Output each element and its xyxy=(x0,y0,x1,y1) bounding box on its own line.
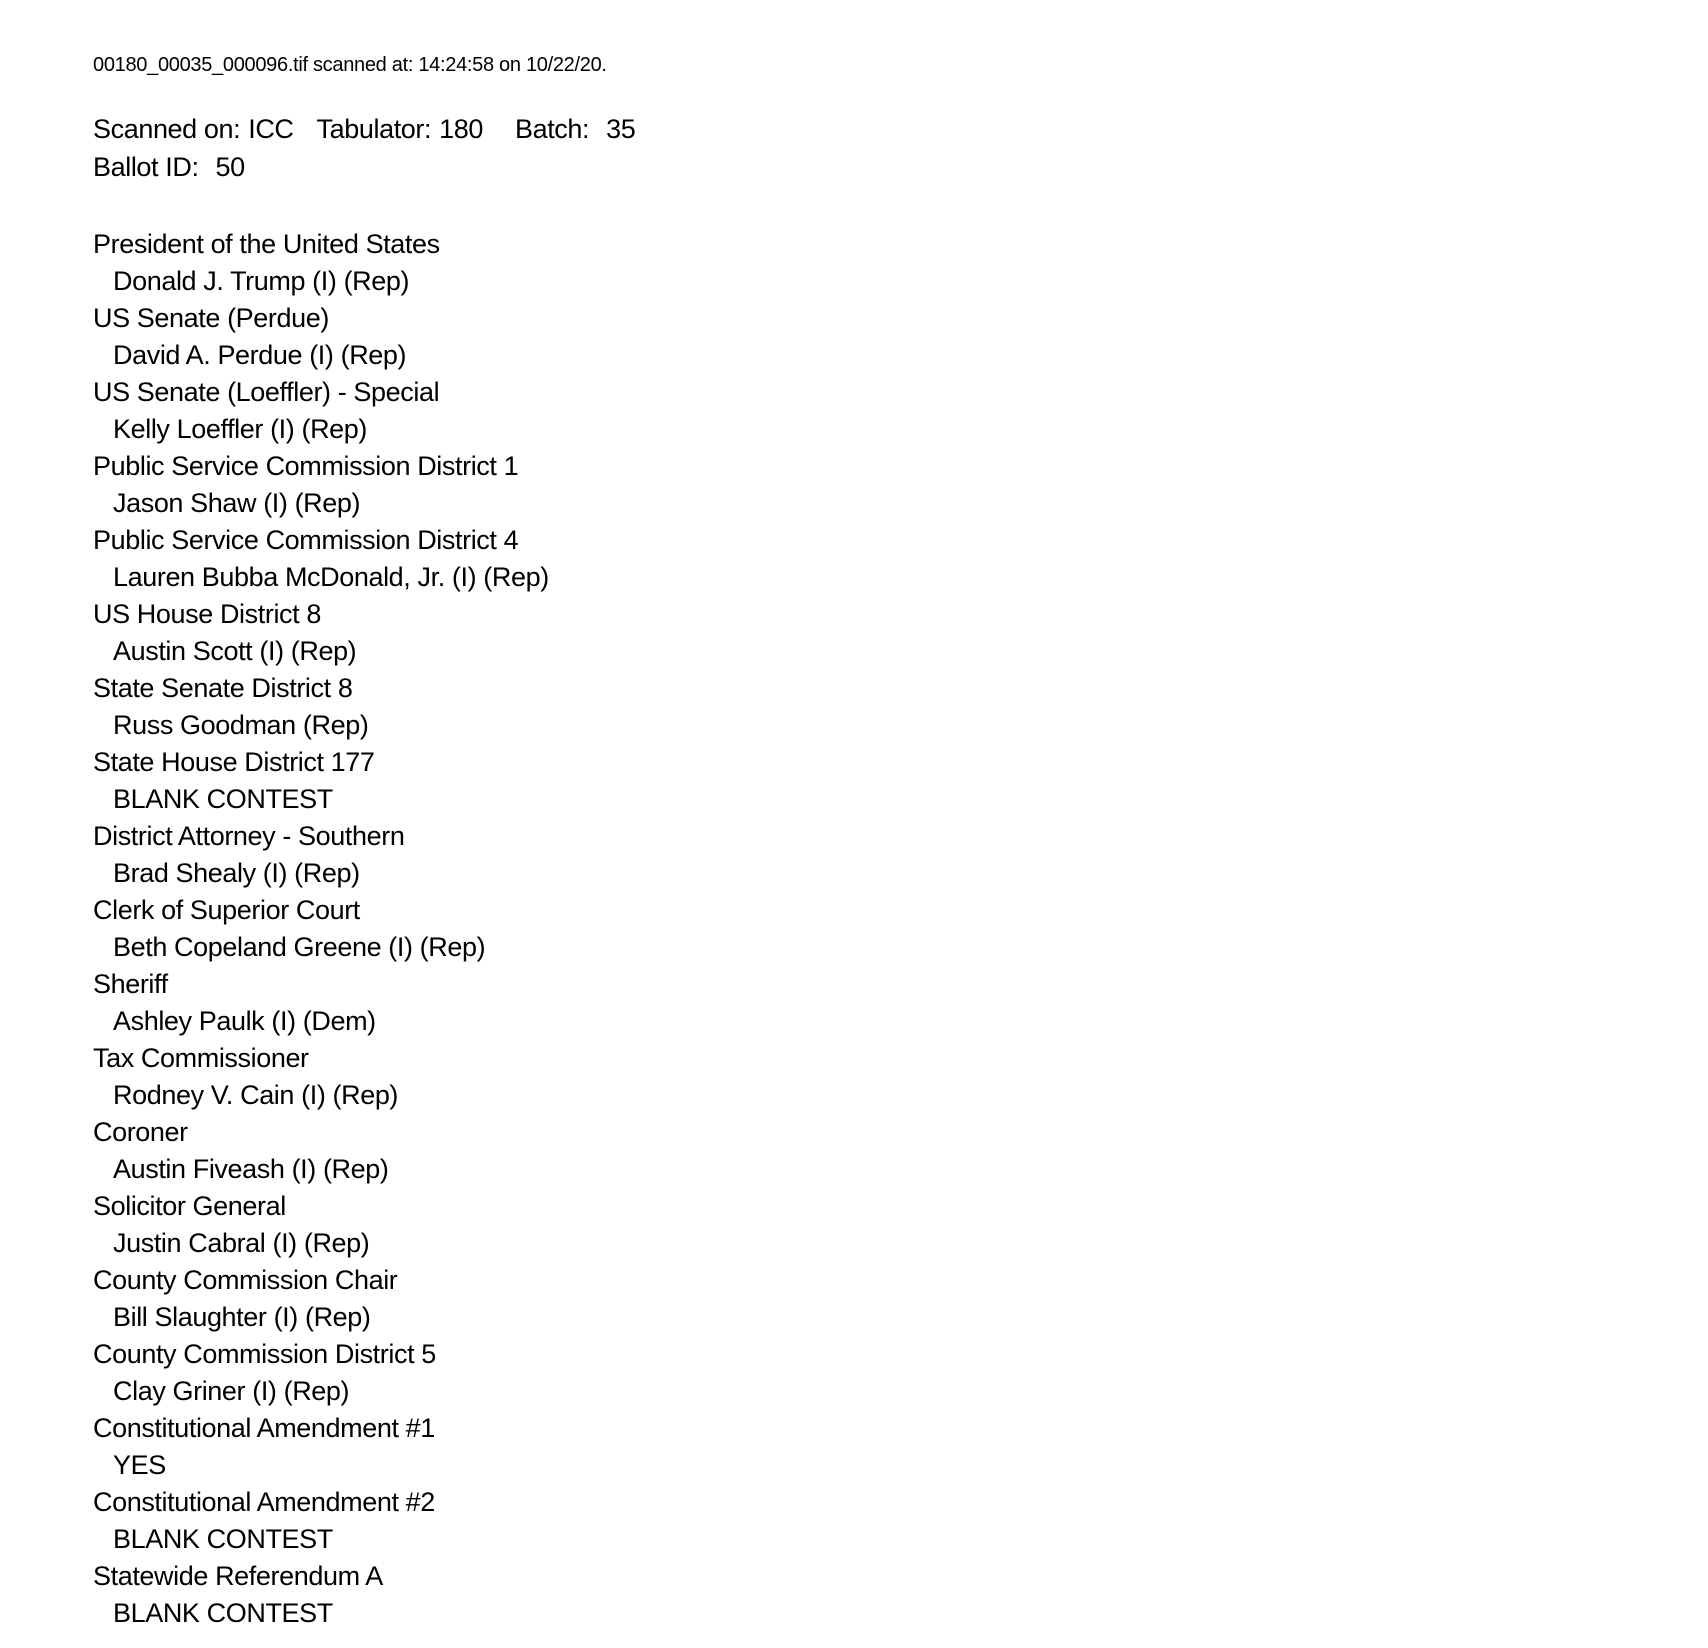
contest-title: Clerk of Superior Court xyxy=(93,895,360,925)
contest-selection: Jason Shaw (I) (Rep) xyxy=(113,488,361,518)
batch-value: 35 xyxy=(606,114,636,144)
contest-title: Public Service Commission District 4 xyxy=(93,525,519,555)
contest-title: State Senate District 8 xyxy=(93,673,353,703)
ballot-id-line xyxy=(93,148,1668,186)
contest-selection: Kelly Loeffler (I) (Rep) xyxy=(113,414,367,444)
contest-title: President of the United States xyxy=(93,229,440,259)
contest-list xyxy=(93,226,1668,1632)
contest-row xyxy=(93,670,1668,744)
contest-row xyxy=(93,522,1668,596)
contest-title: Sheriff xyxy=(93,969,168,999)
contest-title: Constitutional Amendment #2 xyxy=(93,1487,435,1517)
contest-selection: Ashley Paulk (I) (Dem) xyxy=(113,1006,376,1036)
contest-row xyxy=(93,818,1668,892)
contest-row xyxy=(93,892,1668,966)
contest-title: District Attorney - Southern xyxy=(93,821,405,851)
contest-row xyxy=(93,1262,1668,1336)
contest-selection: BLANK CONTEST xyxy=(113,784,333,814)
scan-meta-block xyxy=(93,110,1668,186)
contest-title: County Commission District 5 xyxy=(93,1339,436,1369)
contest-selection: Austin Scott (I) (Rep) xyxy=(113,636,357,666)
contest-title: Coroner xyxy=(93,1117,188,1147)
tabulator-value: 180 xyxy=(439,114,483,144)
scanned-on-value: ICC xyxy=(248,114,294,144)
contest-title: Constitutional Amendment #1 xyxy=(93,1413,435,1443)
scanner-info-line xyxy=(93,110,1668,148)
contest-title: US House District 8 xyxy=(93,599,321,629)
contest-title: Solicitor General xyxy=(93,1191,286,1221)
contest-title: State House District 177 xyxy=(93,747,375,777)
contest-selection: Justin Cabral (I) (Rep) xyxy=(113,1228,370,1258)
contest-selection: David A. Perdue (I) (Rep) xyxy=(113,340,407,370)
contest-title: Statewide Referendum A xyxy=(93,1561,383,1591)
contest-row xyxy=(93,374,1668,448)
contest-title: Tax Commissioner xyxy=(93,1043,309,1073)
scanned-on-label: Scanned on: xyxy=(93,114,241,144)
contest-row xyxy=(93,1188,1668,1262)
contest-selection: BLANK CONTEST xyxy=(113,1598,333,1628)
ballot-id-label: Ballot ID: xyxy=(93,152,199,182)
contest-selection: Bill Slaughter (I) (Rep) xyxy=(113,1302,371,1332)
contest-row xyxy=(93,1040,1668,1114)
contest-selection: Brad Shealy (I) (Rep) xyxy=(113,858,360,888)
contest-row xyxy=(93,1558,1668,1632)
scan-filename-line: 00180_00035_000096.tif scanned at: 14:24:58 on 10/22/20. xyxy=(93,54,607,76)
contest-selection: Lauren Bubba McDonald, Jr. (I) (Rep) xyxy=(113,562,549,592)
contest-row xyxy=(93,226,1668,300)
contest-selection: Austin Fiveash (I) (Rep) xyxy=(113,1154,389,1184)
contest-selection: Clay Griner (I) (Rep) xyxy=(113,1376,350,1406)
batch-label: Batch: xyxy=(514,114,590,144)
contest-selection: Beth Copeland Greene (I) (Rep) xyxy=(113,932,486,962)
contest-row xyxy=(93,1336,1668,1410)
contest-row xyxy=(93,744,1668,818)
contest-selection: Rodney V. Cain (I) (Rep) xyxy=(113,1080,399,1110)
contest-row xyxy=(93,966,1668,1040)
contest-title: County Commission Chair xyxy=(93,1265,398,1295)
contest-row xyxy=(93,1410,1668,1484)
contest-selection: Donald J. Trump (I) (Rep) xyxy=(113,266,410,296)
contest-row xyxy=(93,448,1668,522)
contest-title: US Senate (Loeffler) - Special xyxy=(93,377,440,407)
tabulator-label: Tabulator: xyxy=(316,114,432,144)
contest-row xyxy=(93,1114,1668,1188)
contest-selection: Russ Goodman (Rep) xyxy=(113,710,369,740)
contest-selection: BLANK CONTEST xyxy=(113,1524,333,1554)
contest-row xyxy=(93,1484,1668,1558)
ballot-id-value: 50 xyxy=(215,152,245,182)
contest-selection: YES xyxy=(113,1450,166,1480)
contest-row xyxy=(93,596,1668,670)
contest-title: US Senate (Perdue) xyxy=(93,303,329,333)
contest-row xyxy=(93,300,1668,374)
contest-title: Public Service Commission District 1 xyxy=(93,451,519,481)
